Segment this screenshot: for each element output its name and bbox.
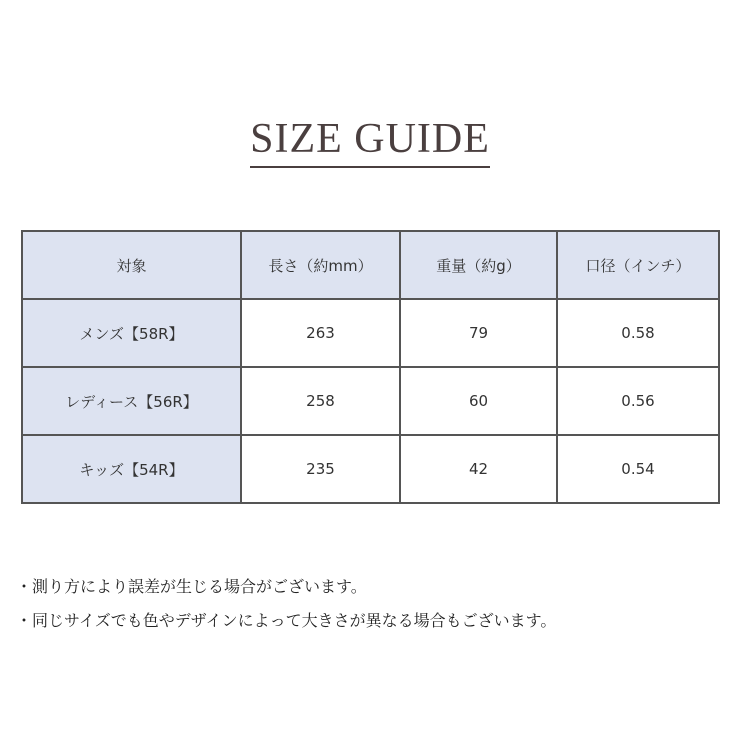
table-row	[22, 299, 719, 367]
table-row	[22, 367, 719, 435]
row-label: キッズ【54R】	[22, 435, 241, 503]
note-measurement: ・測り方により誤差が生じる場合がございます。	[16, 577, 367, 596]
weight-cell: 60	[400, 367, 557, 435]
length-cell: 263	[241, 299, 400, 367]
bore-cell: 0.58	[557, 299, 719, 367]
header-weight: 重量（約g）	[400, 231, 557, 299]
table-header-row	[22, 231, 719, 299]
bore-cell: 0.56	[557, 367, 719, 435]
header-length: 長さ（約mm）	[241, 231, 400, 299]
page-title-wrap	[0, 114, 740, 168]
length-cell: 235	[241, 435, 400, 503]
page-title: SIZE GUIDE	[250, 114, 490, 168]
table-row	[22, 435, 719, 503]
notes-section	[16, 570, 726, 638]
row-label: レディース【56R】	[22, 367, 241, 435]
header-bore: 口径（インチ）	[557, 231, 719, 299]
note-size-variation: ・同じサイズでも色やデザインによって大きさが異なる場合もございます。	[16, 611, 557, 630]
row-label: メンズ【58R】	[22, 299, 241, 367]
header-target: 対象	[22, 231, 241, 299]
size-table	[21, 230, 720, 504]
length-cell: 258	[241, 367, 400, 435]
bore-cell: 0.54	[557, 435, 719, 503]
weight-cell: 42	[400, 435, 557, 503]
weight-cell: 79	[400, 299, 557, 367]
